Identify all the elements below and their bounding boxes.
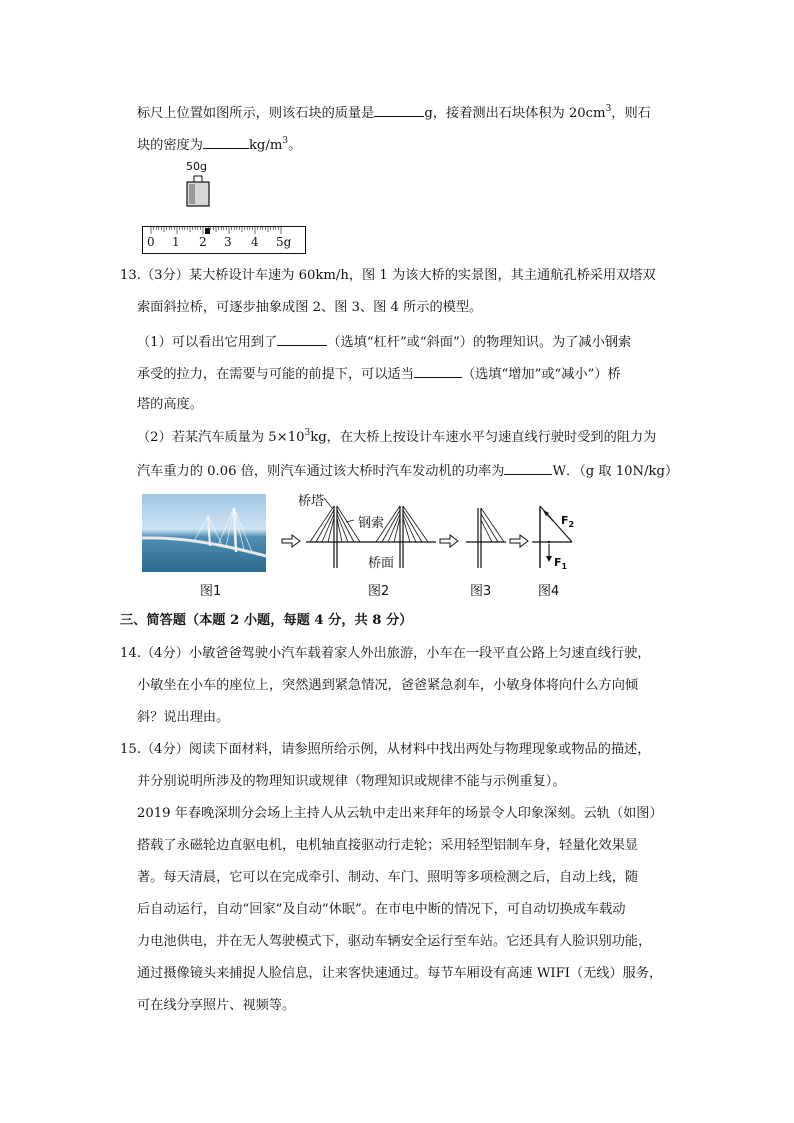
q13-line-5: 塔的高度。: [137, 397, 203, 412]
scale-tick-3: 3: [224, 235, 232, 249]
q15-line-6: 后自动运行，自动“回家”及自动“休眠”。在市电中断的情况下，可自动切换成车载动: [137, 902, 626, 917]
q13-line-7: 汽车重力的 0.06 倍，则汽车通过该大桥时汽车发动机的功率为 W．（g 取 10N/kg）: [137, 460, 678, 482]
caption-fig3: 图3: [470, 584, 492, 599]
label-tower: 桥塔: [298, 494, 325, 509]
q15-line-5: 著。每天清晨，它可以在完成牵引、制动、车门、照明等多项检测之后，自动上线，随: [137, 870, 639, 885]
scale-tick-0: 0: [147, 235, 155, 249]
q13-line-3: （1）可以看出它用到了 （选填“杠杆”或“斜面”）的物理知识。为了减小钢索: [137, 331, 631, 353]
q15-line-2: 并分别说明所涉及的物理知识或规律（物理知识或规律不能与示例重复）。: [137, 774, 566, 789]
answer-blank-mass[interactable]: [374, 102, 424, 117]
q14-line-1: 14.（4分）小敏爸爸驾驶小汽车载着家人外出旅游，小车在一段平直公路上匀速直线行驶，: [120, 646, 651, 661]
scale-tick-2: 2: [199, 235, 207, 249]
section-3-title: 三、简答题（本题 2 小题，每题 4 分，共 8 分）: [120, 613, 413, 628]
q13-line-4: 承受的拉力，在需要与可能的前提下，可以适当 （选填“增加”或“减小”）桥: [137, 363, 621, 385]
caption-fig2: 图2: [368, 584, 390, 599]
weight-label: 50g: [186, 160, 207, 173]
q14-line-2: 小敏坐在小车的座位上，突然遇到紧急情况，爸爸紧急刹车，小敏身体将向什么方向倾: [137, 678, 639, 693]
label-f1: $F_1$: [554, 556, 568, 572]
bridge-photo: [142, 494, 266, 572]
q13-line-1: 13.（3分）某大桥设计车速为 60km/h，图 1 为该大桥的实景图，其主通航孔桥采用双塔双: [120, 268, 656, 283]
q12-line-1: 标尺上位置如图所示，则该石块的质量是 g，接着测出石块体积为 $20cm^3$，则石: [137, 104, 651, 121]
bridge-figures: [140, 492, 600, 602]
label-f2: $F_2$: [561, 514, 575, 530]
q13-line-2: 索面斜拉桥，可逐步抽象成图 2、图 3、图 4 所示的模型。: [137, 300, 483, 315]
q15-line-9: 可在线分享照片、视频等。: [137, 998, 296, 1013]
weight-figure: [180, 160, 220, 210]
q12-line-2: 块的密度为 $kg/m^3$。: [137, 136, 302, 153]
rider-scale: [142, 226, 306, 254]
answer-blank-lever-incline[interactable]: [277, 331, 327, 346]
label-deck: 桥面: [368, 556, 395, 571]
q15-line-8: 通过摄像镜头来捕捉人脸信息，让来客快速通过。每节车厢设有高速 WIFI（无线）服务，: [137, 966, 663, 981]
scale-tick-5: 5g: [276, 235, 292, 249]
caption-fig1: 图1: [200, 584, 222, 599]
label-cable: 钢索: [358, 516, 385, 531]
weight-icon: [180, 160, 220, 210]
answer-blank-height[interactable]: [414, 363, 462, 378]
answer-blank-power[interactable]: [504, 460, 552, 475]
q15-line-4: 搭载了永磁轮边直驱电机，电机轴直接驱动行走轮；采用轻型铝制车身，轻量化效果显: [137, 838, 639, 853]
caption-fig4: 图4: [538, 584, 560, 599]
scale-tick-1: 1: [172, 235, 180, 249]
q15-line-1: 15.（4分）阅读下面材料，请参照所给示例，从材料中找出两处与物理现象或物品的描述，: [120, 742, 651, 757]
q15-line-3: 2019 年春晚深圳分会场上主持人从云轨中走出来拜年的场景令人印象深刻。云轨（如图）: [137, 806, 663, 821]
q14-line-3: 斜？说出理由。: [137, 710, 230, 725]
answer-blank-density[interactable]: [203, 134, 249, 149]
q13-line-6: （2）若某汽车质量为 $5\times 10^3kg$，在大桥上按设计车速水平匀速直线行驶时受到的阻力为: [137, 428, 657, 445]
scale-tick-4: 4: [251, 235, 259, 249]
q15-line-7: 力电池供电，并在无人驾驶模式下，驱动车辆安全运行至车站。它还具有人脸识别功能，: [137, 934, 652, 949]
